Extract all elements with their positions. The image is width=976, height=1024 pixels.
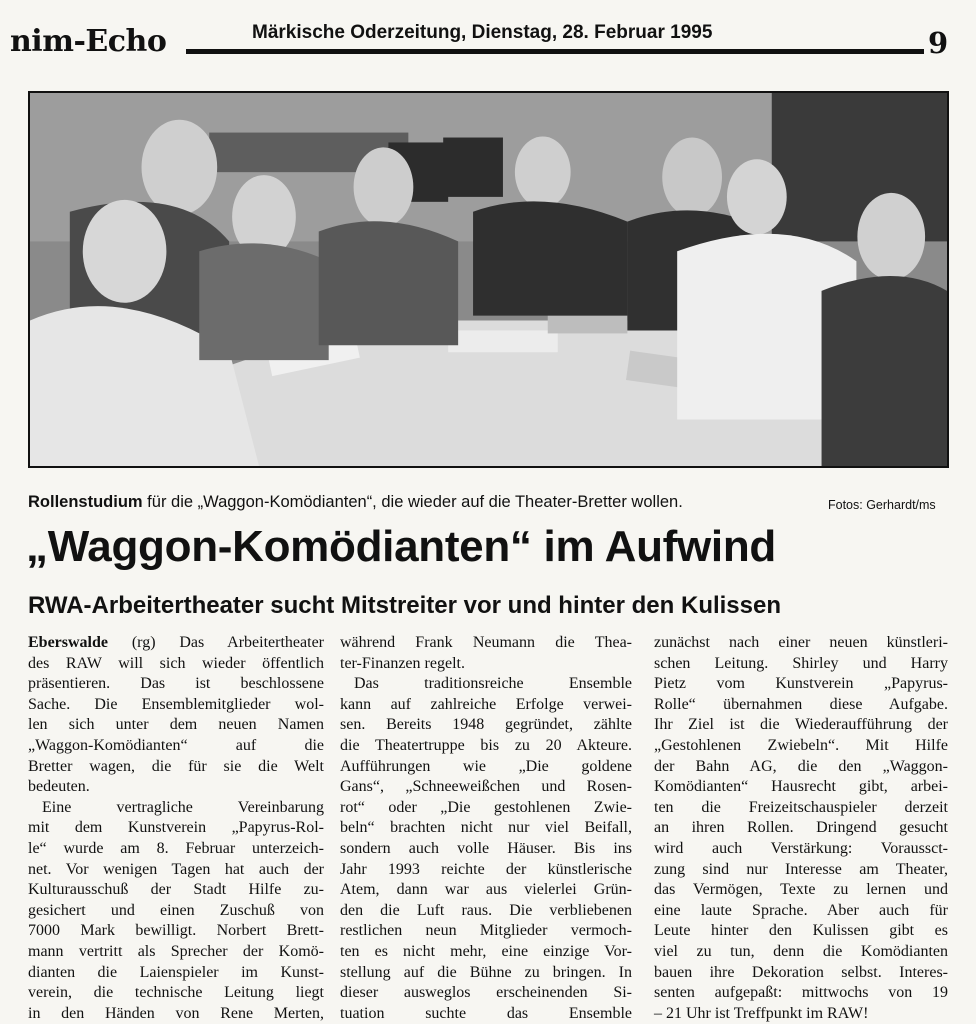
masthead-rule <box>186 49 924 54</box>
article-line: „Waggon-Komödianten“ auf die <box>28 736 324 754</box>
article-line: net. Vor wenigen Tagen hat auch der <box>28 860 324 878</box>
article-line: den die Luft raus. Die verbliebenen <box>340 901 632 919</box>
article-subheadline: RWA-Arbeitertheater sucht Mitstreiter vor und hinter den Kulissen <box>28 592 782 619</box>
article-line: dianten die Laienspieler im Kunst- <box>28 963 324 981</box>
caption-text: für die „Waggon-Komödianten“, die wieder auf die Theater-Bretter wollen. <box>142 493 683 511</box>
article-line: dieser ausweglos erscheinenden Si- <box>340 984 632 1002</box>
article-line: in den Händen von Rene Merten, <box>28 1004 324 1022</box>
article-line: präsentieren. Das ist beschlossene <box>28 675 324 693</box>
article-line: bauen ihre Dekoration selbst. Interes- <box>654 963 948 981</box>
article-headline: „Waggon-Komödianten“ im Aufwind <box>26 522 777 571</box>
article-line: beln“ brachten nicht nur viel Beifall, <box>340 819 632 837</box>
article-line: Aufführungen wie „Die goldene <box>340 757 632 775</box>
article-line: schen Leitung. Shirley und Harry <box>654 654 948 672</box>
article-line: ten es nicht mehr, eine einzige Vor- <box>340 942 632 960</box>
article-column-1 <box>28 633 324 1024</box>
article-line: Rolle“ übernahmen diese Aufgabe. <box>654 695 948 713</box>
page-number: 9 <box>928 26 949 60</box>
article-line: 7000 Mark bewilligt. Norbert Brett- <box>28 922 324 940</box>
article-line: eine laute Sprache. Aber auch für <box>654 901 948 919</box>
article-line: Das traditionsreiche Ensemble <box>354 675 632 693</box>
article-line: Atem, dann war aus vielerlei Grün- <box>340 881 632 899</box>
article-line: restlichen neun Mitglieder vermoch- <box>340 922 632 940</box>
article-line: ten die Freizeitschauspieler derzeit <box>654 798 948 816</box>
section-title: nim-Echo <box>10 24 167 59</box>
article-line: Eberswalde (rg) Das Arbeitertheater <box>28 634 324 651</box>
article-line: während Frank Neumann die Thea- <box>340 634 632 651</box>
article-line: stellung auf die Bühne zu bringen. In <box>340 963 632 981</box>
article-line: wird auch Verstärkung: Voraussct- <box>654 839 948 857</box>
article-line: Gans“, „Schneeweißchen und Rosen- <box>340 778 632 796</box>
article-line: der Bahn AG, die den „Waggon- <box>654 757 948 775</box>
article-line: gesichert und einen Zuschuß von <box>28 901 324 919</box>
article-line: len sich unter dem neuen Namen <box>28 716 324 734</box>
article-line: le“ wurde am 8. Februar unterzeich- <box>28 839 324 857</box>
article-line: des RAW will sich wieder öffentlich <box>28 654 324 672</box>
group-photo <box>28 91 949 468</box>
article-line: mann vertritt als Sprecher der Komö- <box>28 942 324 960</box>
article-line: Eine vertragliche Vereinbarung <box>42 798 324 816</box>
paper-date-line: Märkische Oderzeitung, Dienstag, 28. Februar 1995 <box>252 22 713 43</box>
photo-credit: Fotos: Gerhardt/ms <box>828 498 936 512</box>
article-line: Komödianten“ Hausrecht gibt, arbei- <box>654 778 948 796</box>
article-column-2 <box>340 633 632 1024</box>
article-line: zunächst nach einer neuen künstleri- <box>654 634 948 651</box>
article-line: bedeuten. <box>28 778 90 796</box>
group-photo-icon <box>30 93 947 466</box>
article-line: mit dem Kunstverein „Papyrus-Rol- <box>28 819 324 837</box>
article-line: Bretter wagen, die für sie die Welt <box>28 757 324 775</box>
article-line: tuation suchte das Ensemble <box>340 1004 632 1022</box>
article-line: rot“ oder „Die gestohlenen Zwie- <box>340 798 632 816</box>
article-column-3 <box>654 633 948 1024</box>
article-line: zung sind nur Interesse am Theater, <box>654 860 948 878</box>
article-line: Leute hinter den Kulissen gibt es <box>654 922 948 940</box>
article-line: sondern auch volle Häuser. Bis ins <box>340 839 632 857</box>
photo-caption <box>28 493 858 512</box>
article-line: das Vermögen, Texte zu lernen und <box>654 881 948 899</box>
article-line: Pietz vom Kunstverein „Papyrus- <box>654 675 948 693</box>
article-line: ter-Finanzen regelt. <box>340 654 465 672</box>
dateline: Eberswalde <box>28 634 108 651</box>
article-line: an ihren Rollen. Dringend gesucht <box>654 819 948 837</box>
article-line: Sache. Die Ensemblemitglieder wol- <box>28 695 324 713</box>
article-line: viel zu tun, denn die Komödianten <box>654 942 948 960</box>
article-line: kann auf zahlreiche Erfolge verwei- <box>340 695 632 713</box>
article-line: – 21 Uhr ist Treffpunkt im RAW! <box>654 1004 869 1022</box>
article-line: verein, die technische Leitung liegt <box>28 984 324 1002</box>
caption-lead: Rollenstudium <box>28 493 143 511</box>
article-line: Kulturausschuß der Stadt Hilfe zu- <box>28 881 324 899</box>
article-line: „Gestohlenen Zwiebeln“. Mit Hilfe <box>654 736 948 754</box>
article-line: Jahr 1993 reichte der künstlerische <box>340 860 632 878</box>
article-line: die Theatertruppe bis zu 20 Akteure. <box>340 736 632 754</box>
article-line: sen. Bereits 1948 gegründet, zählte <box>340 716 632 734</box>
article-line: senten aufgepaßt: mittwochs von 19 <box>654 984 948 1002</box>
article-line: Ihr Ziel ist die Wiederaufführung der <box>654 716 948 734</box>
